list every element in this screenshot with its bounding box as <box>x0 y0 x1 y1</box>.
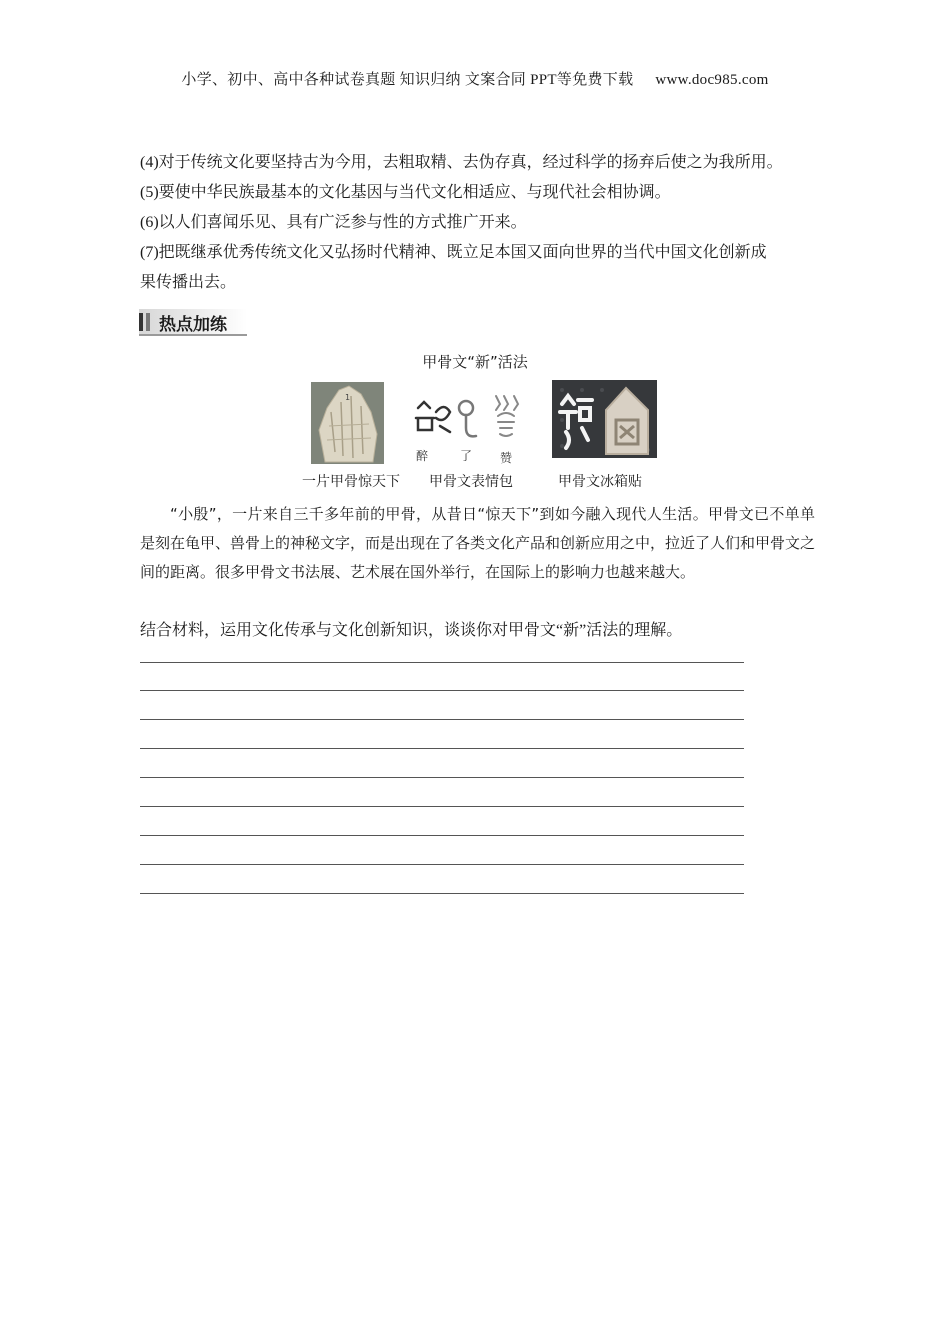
fridge-magnet-photo <box>552 380 657 458</box>
point-7-continued: 果传播出去。 <box>140 274 237 291</box>
answer-line[interactable] <box>140 864 744 865</box>
emoji-label-zan: 赞 <box>500 451 513 465</box>
header-text: 小学、初中、高中各种试卷真题 知识归纳 文案合同 PPT等免费下载 <box>181 72 634 88</box>
point-7: (7)把既继承优秀传统文化又弘扬时代精神、既立足本国又面向世界的当代中国文化创新成 <box>140 244 767 261</box>
point-5: (5)要使中华民族最基本的文化基因与当代文化相适应、与现代社会相协调。 <box>140 184 671 201</box>
material-paragraph: “小殷”，一片来自三千多年前的甲骨，从昔日“惊天下”到如今融入现代人生活。甲骨文已不单单是刻在龟甲、兽骨上的神秘文字，而是出现在了各类文化产品和创新应用之中，拉近了人们和甲骨文之间的距离。很多甲骨文书法展、艺术展在国外举行，在国际上的影响力也越来越大。 <box>140 505 816 581</box>
answer-line[interactable] <box>140 662 744 663</box>
caption-oracle-bone: 一片甲骨惊天下 <box>302 475 400 490</box>
question-text: 结合材料，运用文化传承与文化创新知识，谈谈你对甲骨文“新”活法的理解。 <box>140 622 683 639</box>
section-badge <box>139 309 247 336</box>
answer-line[interactable] <box>140 719 744 720</box>
answer-points <box>140 148 820 298</box>
caption-fridge-magnet: 甲骨文冰箱贴 <box>558 475 642 490</box>
header-url[interactable]: www.doc985.com <box>655 72 769 88</box>
oracle-bone-photo <box>311 382 384 464</box>
point-4: (4)对于传统文化要坚持古为今用，去粗取精、去伪存真，经过科学的扬弃后使之为我所用。 <box>140 154 783 171</box>
emoji-label-zui: 醉 <box>416 449 429 463</box>
point-6: (6)以人们喜闻乐见、具有广泛参与性的方式推广开来。 <box>140 214 527 231</box>
figure-title: 甲骨文“新”活法 <box>422 353 528 371</box>
caption-emoji-pack: 甲骨文表情包 <box>429 475 513 490</box>
section-title: 热点加练 <box>159 315 227 335</box>
badge-bar-icon <box>146 313 150 331</box>
badge-bar-icon <box>139 313 143 331</box>
answer-line[interactable] <box>140 690 744 691</box>
oracle-emoji-pack <box>410 388 530 466</box>
emoji-label-le: 了 <box>460 449 473 463</box>
page-header <box>0 68 950 89</box>
answer-line[interactable] <box>140 777 744 778</box>
svg-text:1: 1 <box>345 393 351 402</box>
answer-line[interactable] <box>140 748 744 749</box>
answer-line[interactable] <box>140 806 744 807</box>
answer-line[interactable] <box>140 893 744 894</box>
answer-line[interactable] <box>140 835 744 836</box>
